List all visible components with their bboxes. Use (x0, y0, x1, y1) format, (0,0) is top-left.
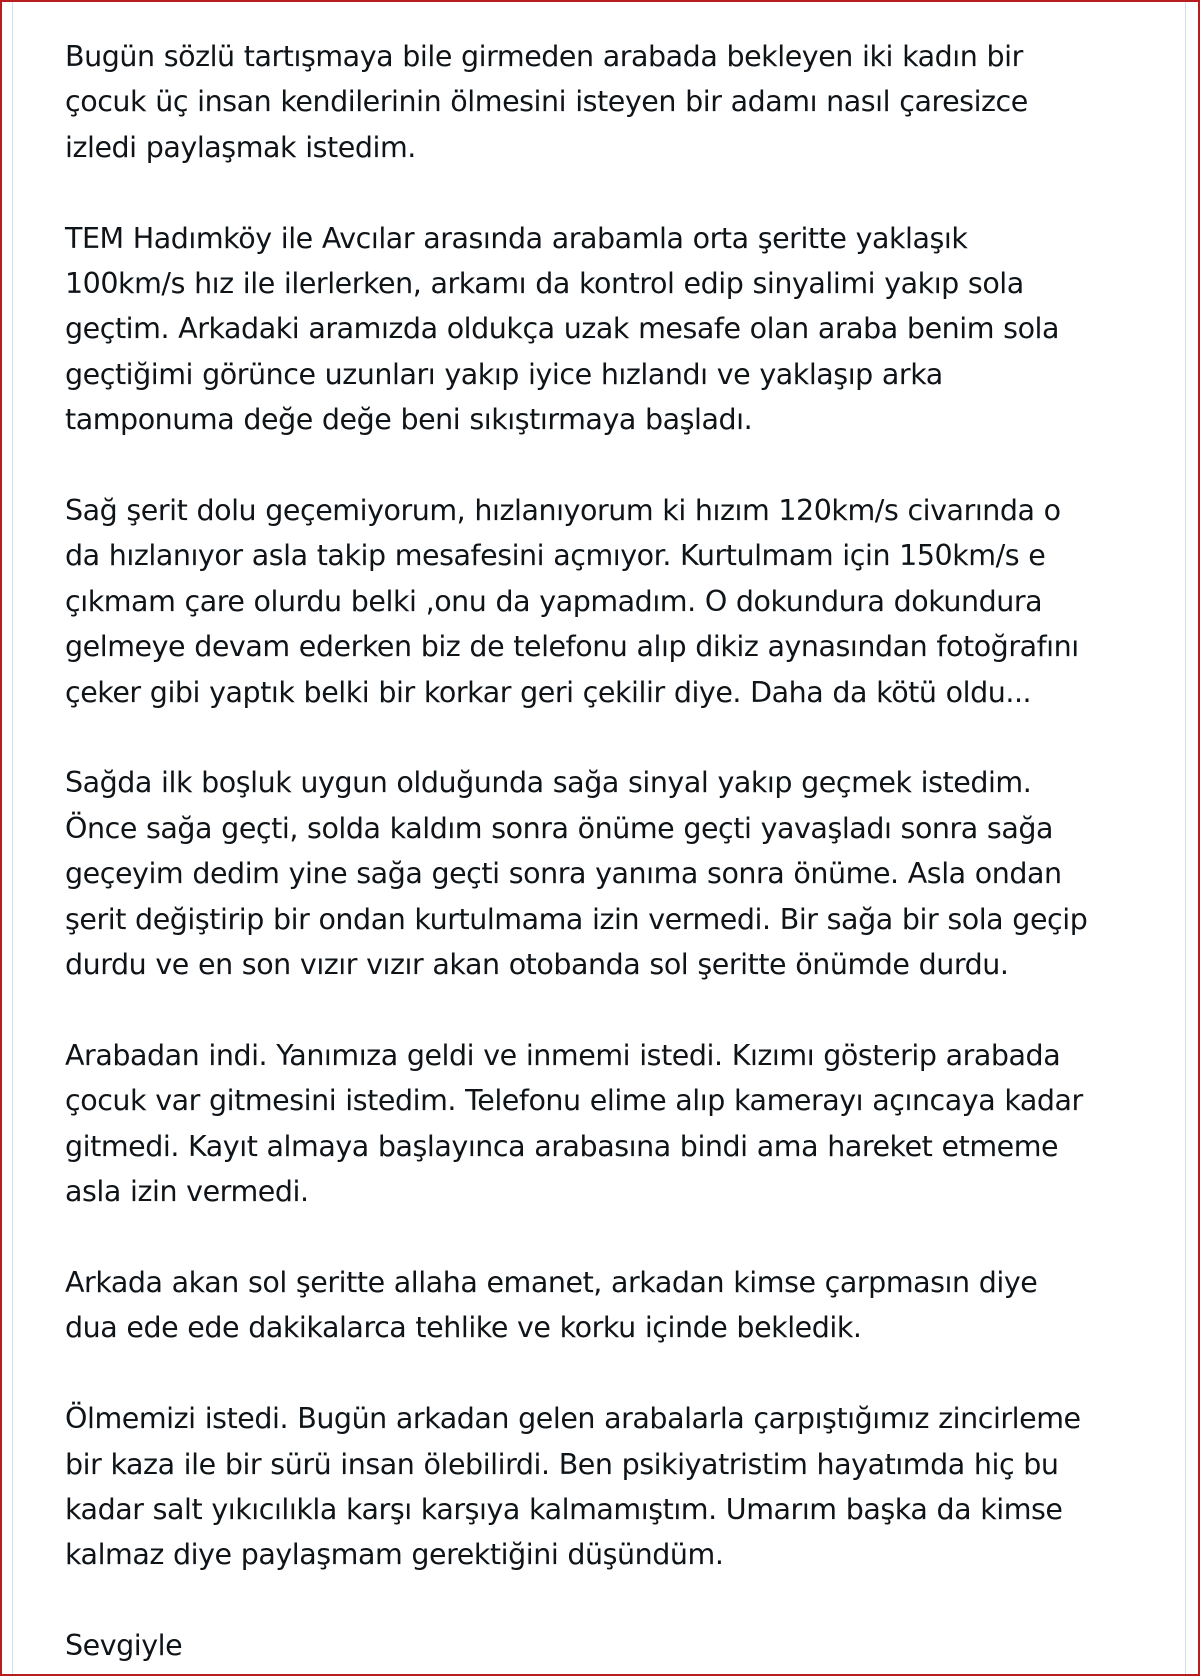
post-text-line: Ölmemizi istedi. Bugün arkadan gelen arabalarla çarpıştığımız zincirleme (65, 1402, 1081, 1436)
post-text-line: çıkmam çare olurdu belki ,onu da yapmadım. O dokundura dokundura (65, 584, 1043, 618)
signature-text: Sevgiyle (65, 1629, 183, 1663)
post-text-line: gelmeye devam ederken biz de telefonu alıp dikiz aynasından fotoğrafını (65, 630, 1079, 664)
post-paragraph (65, 216, 1155, 443)
post-paragraph (65, 1396, 1155, 1578)
right-divider (1185, 2, 1186, 1674)
left-divider (12, 2, 13, 1674)
post-text-line: Arkada akan sol şeritte allaha emanet, arkadan kimse çarpmasın diye (65, 1265, 1038, 1299)
post-text-line: çocuk üç insan kendilerinin ölmesini isteyen bir adamı nasıl çaresizce (65, 85, 1028, 119)
post-paragraph (65, 760, 1155, 987)
post-body (65, 34, 1155, 1669)
post-text-line: çocuk var gitmesini istedim. Telefonu elime alıp kamerayı açıncaya kadar (65, 1084, 1083, 1118)
post-text-line: Sağda ilk boşluk uygun olduğunda sağa sinyal yakıp geçmek istedim. (65, 766, 1032, 800)
post-text-line: bir kaza ile bir sürü insan ölebilirdi. Ben psikiyatristim hayatımda hiç bu (65, 1447, 1059, 1481)
post-text-line: geçtiğimi görünce uzunları yakıp iyice hızlandı ve yaklaşıp arka (65, 357, 943, 391)
post-text-line: şerit değiştirip bir ondan kurtulmama izin vermedi. Bir sağa bir sola geçip (65, 902, 1088, 936)
post-text-line: kadar salt yıkıcılıkla karşı karşıya kalmamıştım. Umarım başka da kimse (65, 1492, 1063, 1526)
post-text-line: izledi paylaşmak istedim. (65, 130, 416, 164)
post-text-line: geçtim. Arkadaki aramızda oldukça uzak mesafe olan araba benim sola (65, 312, 1060, 346)
post-text-line: Arabadan indi. Yanımıza geldi ve inmemi istedi. Kızımı gösterip arabada (65, 1038, 1061, 1072)
post-text-line: 100km/s hız ile ilerlerken, arkamı da kontrol edip sinyalimi yakıp sola (65, 267, 1024, 301)
post-text-line: asla izin vermedi. (65, 1175, 309, 1209)
post-text-line: dua ede ede dakikalarca tehlike ve korku içinde bekledik. (65, 1311, 862, 1345)
post-text-line: da hızlanıyor asla takip mesafesini açmıyor. Kurtulmam için 150km/s e (65, 539, 1046, 573)
post-text-line: çeker gibi yaptık belki bir korkar geri çekilir diye. Daha da kötü oldu... (65, 675, 1032, 709)
post-paragraph (65, 1033, 1155, 1215)
post-text-line: Bugün sözlü tartışmaya bile girmeden arabada bekleyen iki kadın bir (65, 40, 1023, 73)
post-text-line: geçeyim dedim yine sağa geçti sonra yanıma sonra önüme. Asla ondan (65, 857, 1062, 891)
post-paragraph (65, 1260, 1155, 1351)
post-paragraph (65, 34, 1155, 170)
post-signature (65, 1623, 1155, 1668)
post-paragraph (65, 488, 1155, 715)
post-text-line: tamponuma değe değe beni sıkıştırmaya başladı. (65, 403, 753, 437)
post-text-line: Önce sağa geçti, solda kaldım sonra önüme geçti yavaşladı sonra sağa (65, 811, 1054, 845)
post-text-line: gitmedi. Kayıt almaya başlayınca arabasına bindi ama hareket etmeme (65, 1129, 1059, 1163)
post-text-line: Sağ şerit dolu geçemiyorum, hızlanıyorum ki hızım 120km/s civarında o (65, 494, 1061, 528)
post-text-line: durdu ve en son vızır vızır akan otobanda sol şeritte önümde durdu. (65, 948, 1009, 982)
post-text-line: TEM Hadımköy ile Avcılar arasında arabamla orta şeritte yaklaşık (65, 221, 968, 255)
post-text-line: kalmaz diye paylaşmam gerektiğini düşündüm. (65, 1538, 724, 1572)
